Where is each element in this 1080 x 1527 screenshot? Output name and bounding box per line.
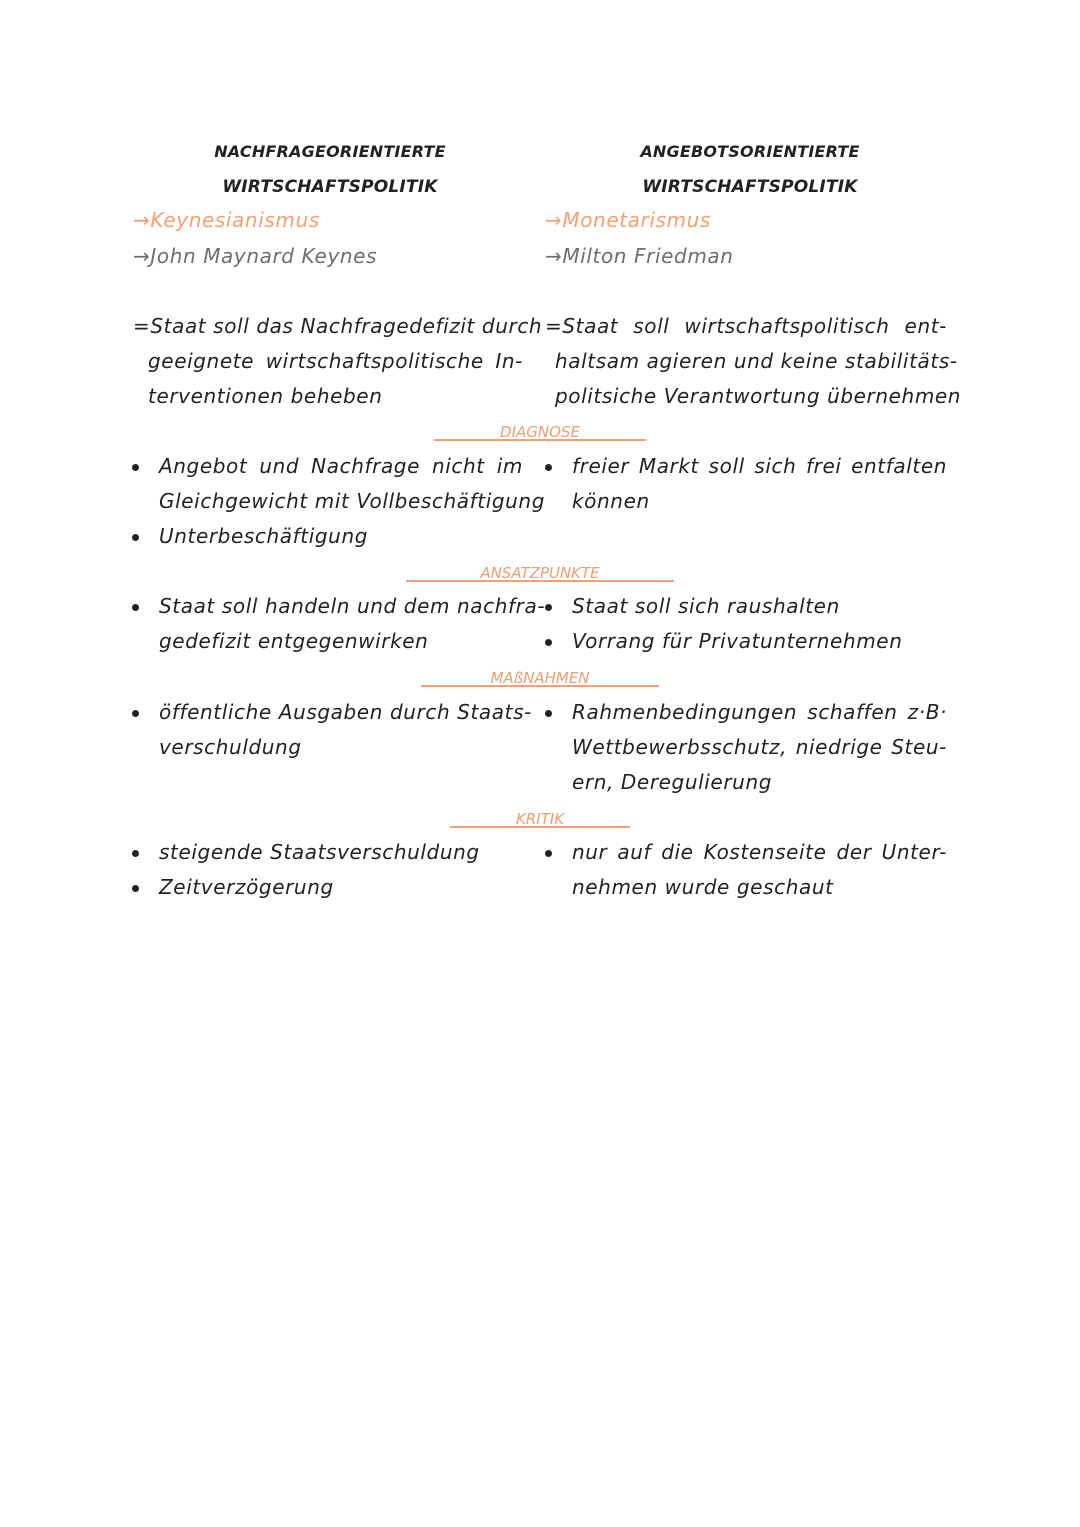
- left-definition-line3: terventionen beheben: [148, 384, 383, 408]
- left-definition-line2: geeignete wirtschaftspolitische In-: [148, 349, 523, 373]
- section-ansatzpunkte-label: ANSATZPUNKTE: [480, 564, 600, 582]
- bullet-icon: [545, 604, 552, 611]
- left-diagnose-item1-line2: Gleichgewicht mit Vollbeschäftigung: [159, 489, 545, 513]
- bullet-icon: [545, 710, 552, 717]
- bullet-icon: [545, 850, 552, 857]
- right-definition-line2: haltsam agieren und keine stabilitäts-: [555, 349, 958, 373]
- section-kritik-label: KRITIK: [515, 810, 565, 828]
- left-kritik-item2: Zeitverzögerung: [159, 875, 334, 899]
- left-heading-line2: WIRTSCHAFTSPOLITIK: [222, 177, 438, 197]
- left-ansatz-item1-line2: gedefizit entgegenwirken: [159, 629, 429, 653]
- right-kritik-item1-line2: nehmen wurde geschaut: [572, 875, 834, 899]
- section-massnahmen-label: MAßNAHMEN: [490, 669, 590, 687]
- bullet-icon: [132, 885, 139, 892]
- right-kritik-item1-line1: nur auf die Kostenseite der Unter-: [572, 840, 947, 864]
- right-definition-line1: =Staat soll wirtschaftspolitisch ent-: [545, 314, 947, 338]
- right-massnahmen-item1-line1: Rahmenbedingungen schaffen z·B·: [572, 700, 947, 724]
- right-diagnose-item1-line2: können: [572, 489, 650, 513]
- left-definition-line1: =Staat soll das Nachfragedefizit durch: [133, 314, 543, 338]
- right-massnahmen-item1-line2: Wettbewerbsschutz, niedrige Steu-: [572, 735, 947, 759]
- left-arrow-keynesianismus: →Keynesianismus: [133, 208, 320, 232]
- bullet-icon: [545, 639, 552, 646]
- right-arrow-friedman: →Milton Friedman: [545, 244, 734, 268]
- right-diagnose-item1-line1: freier Markt soll sich frei entfalten: [572, 454, 947, 478]
- right-definition-line3: politsiche Verantwortung übernehmen: [555, 384, 962, 408]
- right-ansatz-item2: Vorrang für Privatunternehmen: [572, 629, 903, 653]
- bullet-icon: [132, 534, 139, 541]
- section-diagnose-label: DIAGNOSE: [500, 423, 580, 441]
- left-heading-line1: NACHFRAGEORIENTIERTE: [214, 142, 446, 161]
- left-diagnose-item1-line1: Angebot und Nachfrage nicht im: [159, 454, 523, 478]
- bullet-icon: [132, 710, 139, 717]
- left-arrow-keynes: →John Maynard Keynes: [133, 244, 378, 268]
- left-kritik-item1: steigende Staatsverschuldung: [159, 840, 480, 864]
- left-massnahmen-item1-line1: öffentliche Ausgaben durch Staats-: [159, 700, 532, 724]
- bullet-icon: [132, 850, 139, 857]
- bullet-icon: [545, 464, 552, 471]
- left-diagnose-item2: Unterbeschäftigung: [159, 524, 369, 548]
- right-heading-line2: WIRTSCHAFTSPOLITIK: [642, 177, 858, 197]
- right-ansatz-item1: Staat soll sich raushalten: [572, 594, 840, 618]
- bullet-icon: [132, 604, 139, 611]
- right-heading-line1: ANGEBOTSORIENTIERTE: [640, 142, 860, 161]
- left-massnahmen-item1-line2: verschuldung: [159, 735, 302, 759]
- left-ansatz-item1-line1: Staat soll handeln und dem nachfra-: [159, 594, 546, 618]
- right-massnahmen-item1-line3: ern, Deregulierung: [572, 770, 773, 794]
- bullet-icon: [132, 464, 139, 471]
- right-arrow-monetarismus: →Monetarismus: [545, 208, 711, 232]
